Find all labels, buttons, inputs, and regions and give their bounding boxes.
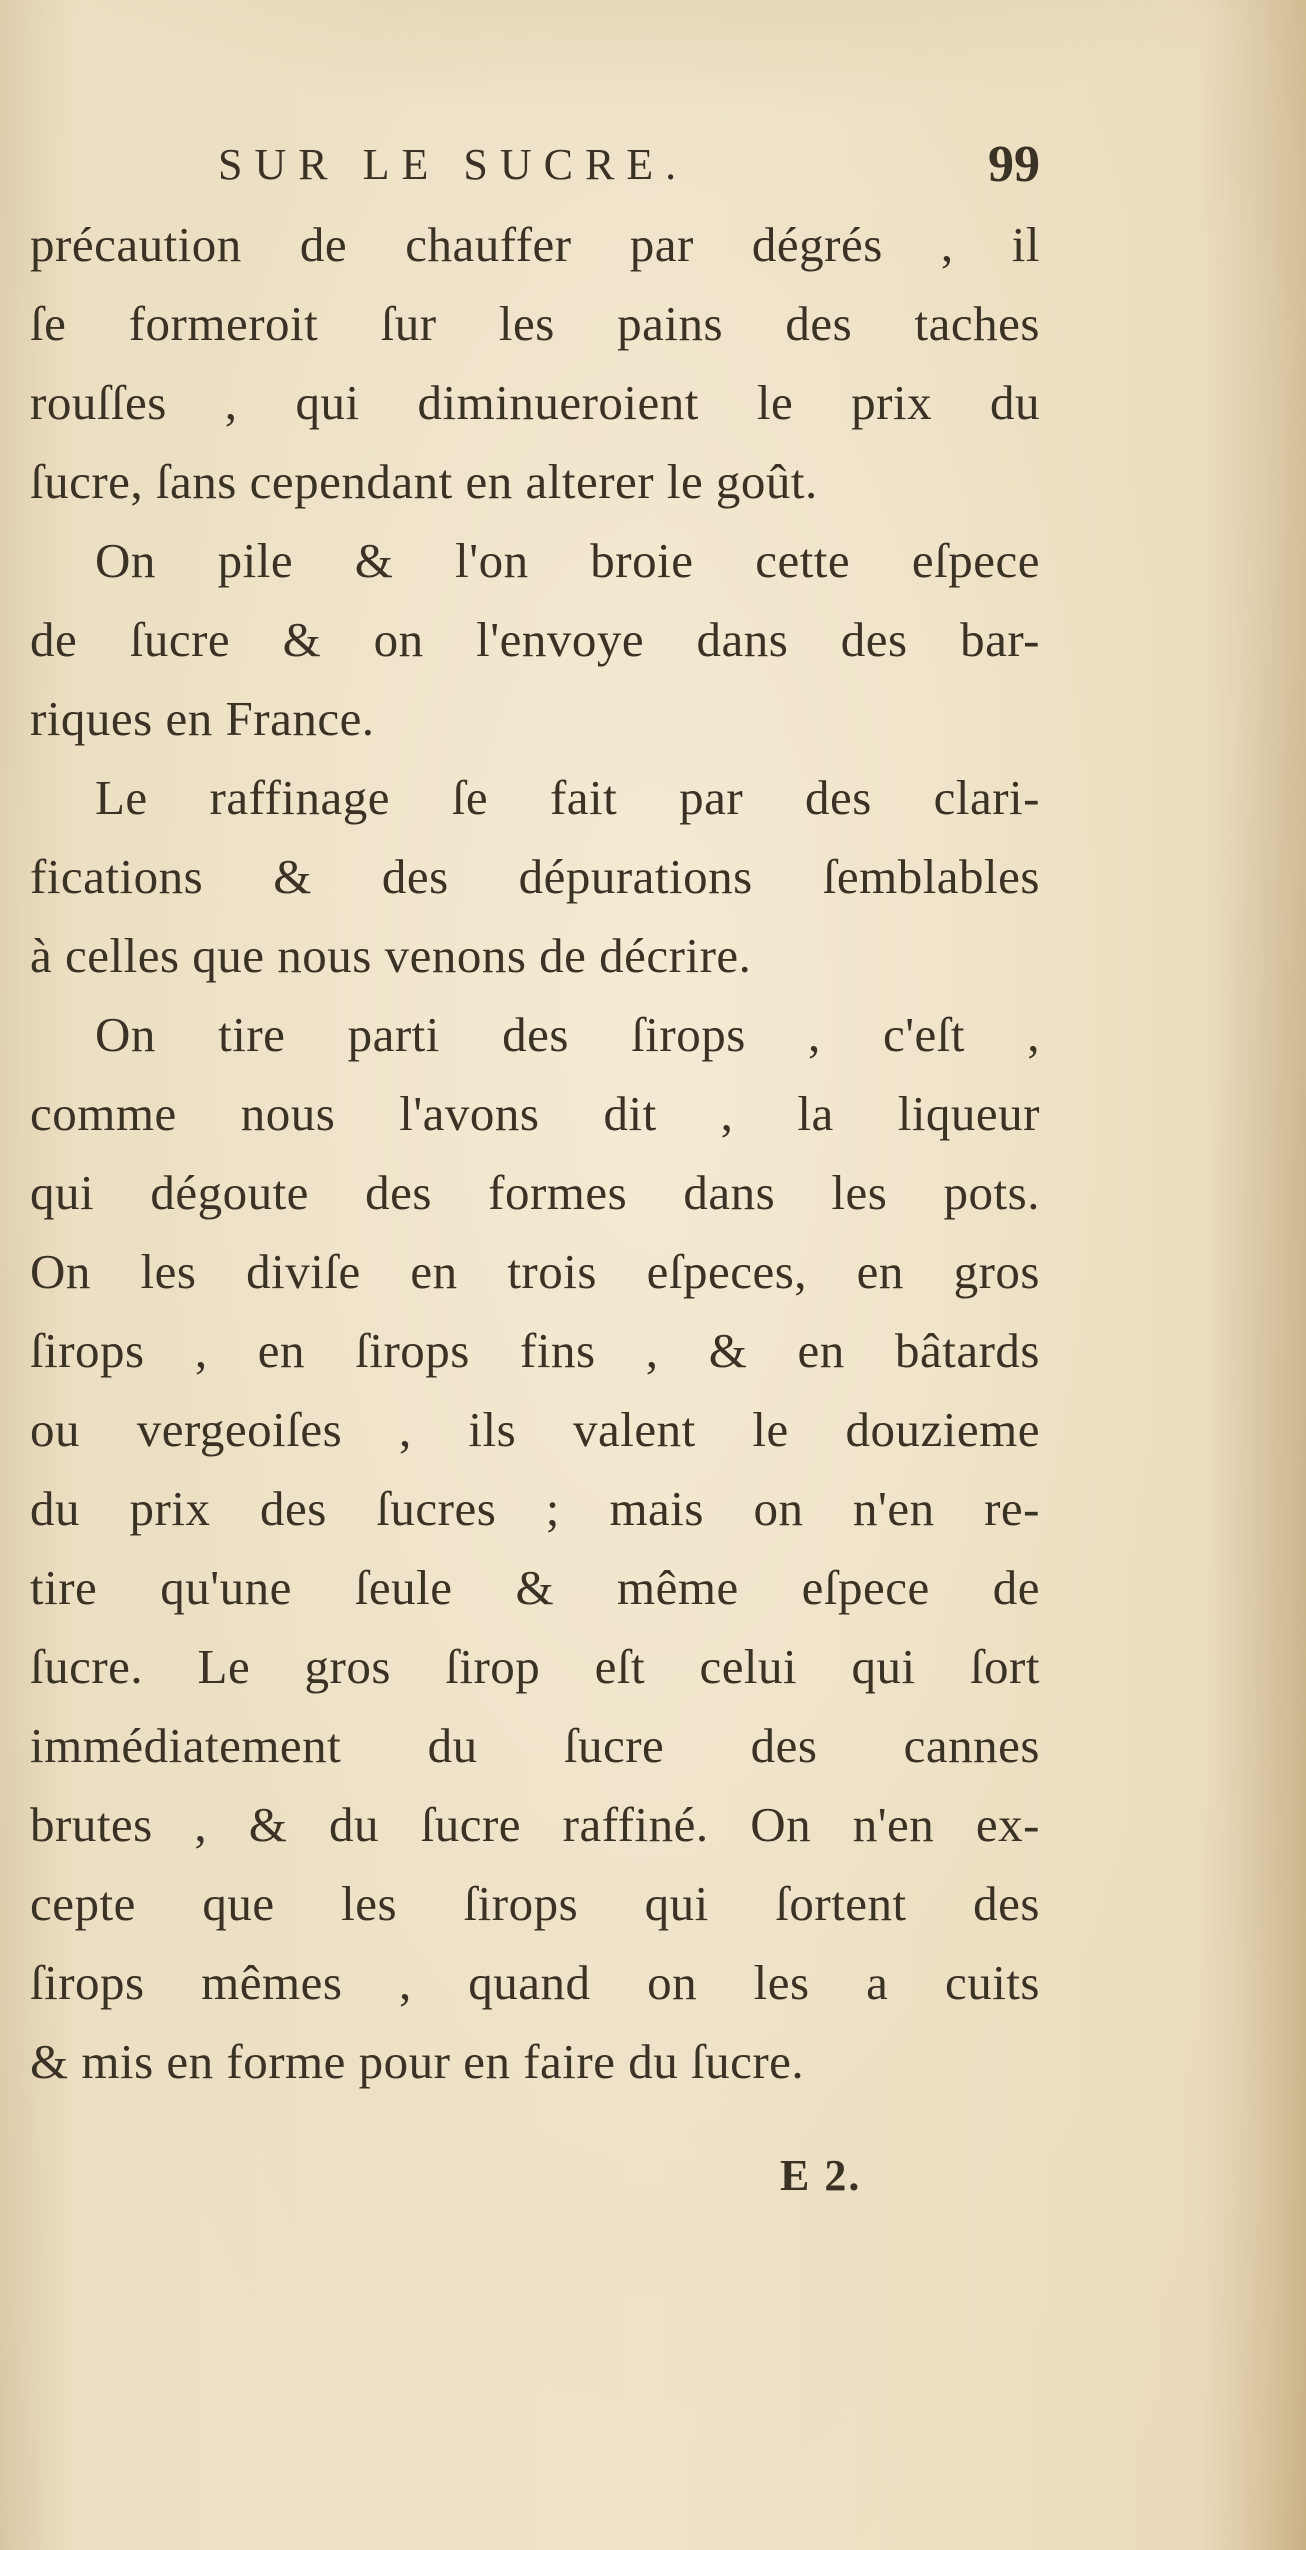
text-line-23: ſirops mêmes , quand on les a cuits xyxy=(30,1955,1040,2010)
paper-stain-right xyxy=(1206,200,1306,2500)
text-line-16: ou vergeoiſes , ils valent le douzieme xyxy=(30,1402,1040,1457)
text-line-6: de ſucre & on l'envoye dans des bar- xyxy=(30,612,1040,667)
text-line-19: ſucre. Le gros ſirop eſt celui qui ſort xyxy=(30,1639,1040,1694)
text-line-22: cepte que les ſirops qui ſortent des xyxy=(30,1876,1040,1931)
text-line-21: brutes , & du ſucre raffiné. On n'en ex- xyxy=(30,1797,1040,1852)
text-line-10: à celles que nous venons de décrire. xyxy=(30,928,752,983)
text-line-11: On tire parti des ſirops , c'eſt , xyxy=(95,1007,1040,1062)
paper-stain-top xyxy=(0,0,1306,120)
text-line-4: ſucre, ſans cependant en alterer le goût. xyxy=(30,454,818,509)
text-line-9: fications & des dépurations ſemblables xyxy=(30,849,1040,904)
text-block xyxy=(30,135,1040,2101)
signature-mark: E 2. xyxy=(780,2151,862,2200)
text-line-7: riques en France. xyxy=(30,691,375,746)
text-line-17: du prix des ſucres ; mais on n'en re- xyxy=(30,1481,1040,1536)
running-head xyxy=(30,135,1040,205)
text-line-13: qui dégoute des formes dans les pots. xyxy=(30,1165,1040,1220)
text-line-15: ſirops , en ſirops fins , & en bâtards xyxy=(30,1323,1040,1378)
running-title: SUR LE SUCRE. xyxy=(218,140,689,189)
text-line-2: ſe formeroit ſur les pains des taches xyxy=(30,296,1040,351)
text-line-5: On pile & l'on broie cette eſpece xyxy=(95,533,1040,588)
text-line-14: On les diviſe en trois eſpeces, en gros xyxy=(30,1244,1040,1299)
text-line-24: & mis en forme pour en faire du ſucre. xyxy=(30,2034,805,2089)
text-line-18: tire qu'une ſeule & même eſpece de xyxy=(30,1560,1040,1615)
text-line-20: immédiatement du ſucre des cannes xyxy=(30,1718,1040,1773)
text-line-12: comme nous l'avons dit , la liqueur xyxy=(30,1086,1040,1141)
text-line-8: Le raffinage ſe fait par des clari- xyxy=(95,770,1040,825)
text-line-1: précaution de chauffer par dégrés , il xyxy=(30,217,1040,272)
text-line-3: rouſſes , qui diminueroient le prix du xyxy=(30,375,1040,430)
page-number: 99 xyxy=(988,136,1040,193)
